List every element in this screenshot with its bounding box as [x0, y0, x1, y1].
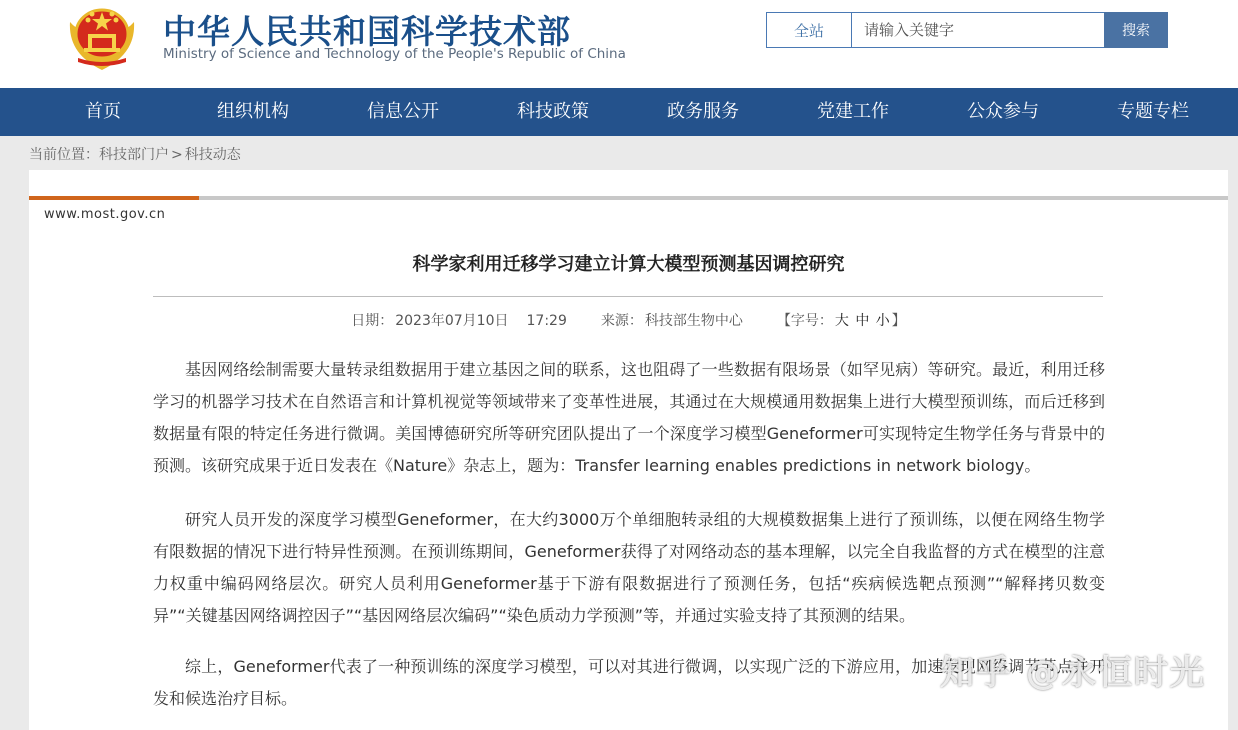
nav-item-organization[interactable]: 组织机构	[217, 101, 289, 122]
breadcrumb-portal-link[interactable]: 科技部门户	[99, 147, 169, 163]
date-label: 日期：	[351, 313, 394, 329]
breadcrumb-separator: >	[171, 147, 183, 163]
article-title: 科学家利用迁移学习建立计算大模型预测基因调控研究	[412, 254, 845, 275]
nav-item-policy[interactable]: 科技政策	[517, 101, 589, 122]
search-scope-select[interactable]: 全站	[766, 12, 852, 48]
site-title[interactable]: 中华人民共和国科学技术部	[163, 12, 571, 51]
breadcrumb-prefix: 当前位置：	[29, 147, 99, 163]
national-emblem-icon[interactable]	[64, 4, 140, 72]
source-site: www.most.gov.cn	[44, 207, 166, 222]
font-size-close: 】	[891, 313, 906, 329]
site-header	[0, 4, 1238, 88]
font-size-medium[interactable]: 中	[855, 313, 870, 329]
watermark: 知乎 @永恒时光	[940, 653, 1206, 693]
search-input[interactable]	[852, 12, 1105, 48]
article-paragraph: 综上，Geneformer代表了一种预训练的深度学习模型，可以对其进行微调，以实现广泛的下游应用，加速发现网络调节节点并开发和候选治疗目标。	[153, 657, 1105, 708]
article-meta	[29, 310, 1228, 330]
nav-item-information[interactable]: 信息公开	[367, 101, 439, 122]
font-size-label: 【字号：	[776, 313, 833, 329]
font-size-large[interactable]: 大	[834, 313, 849, 329]
site-title-en[interactable]: Ministry of Science and Technology of the People's Republic of China	[163, 46, 626, 62]
article-source: 科技部生物中心	[644, 313, 743, 329]
accent-bar	[29, 196, 199, 200]
nav-item-public[interactable]: 公众参与	[967, 101, 1039, 122]
divider-bar	[29, 196, 1228, 200]
nav-item-topics[interactable]: 专题专栏	[1117, 101, 1189, 122]
nav-item-home[interactable]: 首页	[85, 101, 121, 122]
main-nav	[0, 88, 1238, 136]
source-label: 来源：	[600, 313, 643, 329]
article-time: 17:29	[526, 313, 567, 329]
nav-item-services[interactable]: 政务服务	[667, 101, 739, 122]
article-date: 2023年07月10日	[395, 313, 509, 329]
font-size-small[interactable]: 小	[875, 313, 890, 329]
search-button[interactable]: 搜索	[1104, 12, 1168, 48]
nav-item-party[interactable]: 党建工作	[817, 101, 889, 122]
article-paragraph: 研究人员开发的深度学习模型Geneformer，在大约3000万个单细胞转录组的大规模数据集上进行了预训练，以便在网络生物学有限数据的情况下进行特异性预测。在预训练期间，Geneformer获得了对网络动态的基本理解，以完全自我监督的方式在模型的注意力权重中编码网络层次。研究人员利用Geneformer基于下游有限数据进行了预测任务，包括“疾病候选靶点预测”“解释拷贝数变异”“关键基因网络调控因子”“基因网络层次编码”“染色质动力学预测”等，并通过实验支持了其预测的结果。	[153, 510, 1105, 625]
breadcrumb-section-link[interactable]: 科技动态	[184, 147, 241, 163]
article-paragraph: 基因网络绘制需要大量转录组数据用于建立基因之间的联系，这也阻碍了一些数据有限场景（如罕见病）等研究。最近，利用迁移学习的机器学习技术在自然语言和计算机视觉等领域带来了变革性进展，其通过在大规模通用数据集上进行大模型预训练，而后迁移到数据量有限的特定任务进行微调。美国博德研究所等研究团队提出了一个深度学习模型Geneformer可实现特定生物学任务与背景中的预测。该研究成果于近日发表在《Nature》杂志上，题为：Transfer learning enables predictions in network biology。	[153, 360, 1105, 475]
title-divider	[153, 296, 1103, 297]
breadcrumb	[29, 144, 241, 164]
